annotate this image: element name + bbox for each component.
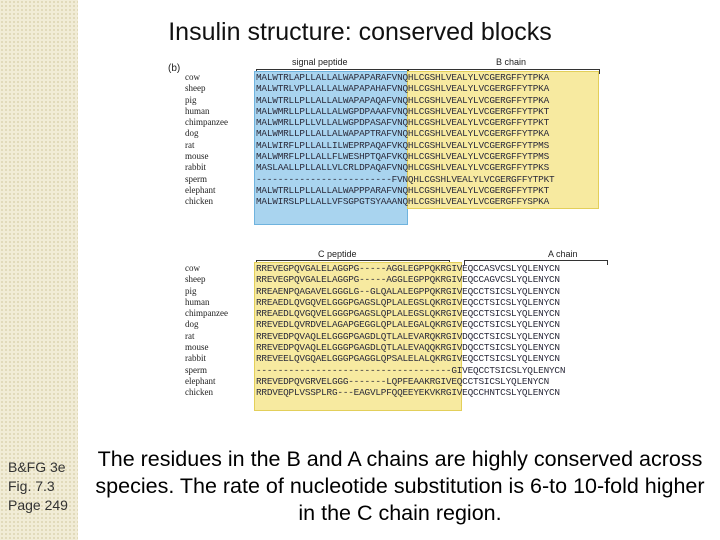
species-name: elephant	[185, 184, 216, 195]
sequence-row: MALWTRLLPLLALLALWAPPPARAFVNQHLCGSHLVEALYLVCGERGFFYTPKT	[256, 184, 549, 196]
sequence-row: RREVEGPQVGALELAGGPG-----AGGLEGPPQKRGIVEQCCASVCSLYQLENYCN	[256, 263, 560, 274]
sequence-row: RRDVEQPLVSSPLRG---EAGVLPFQQEEYEKVKRGIVEQCCHNTCSLYQLENYCN	[256, 387, 560, 399]
sequence-row: MASLAALLPLLALLVLCRLDPAQAFVNQHLCGSHLVEALYLVCGERGFFYTPKS	[256, 162, 549, 174]
sequence-row: MALWIRSLPLLALLVFSGPGTSYAAANQHLCGSHLVEALYLVCGERGFFYSPKA	[256, 196, 549, 208]
sequence-row: MALWTRLLPLLALLALWAPAPAQAFVNQHLCGSHLVEALYLVCGERGFFYTPKA	[256, 94, 549, 106]
b-chain-label: B chain	[496, 57, 527, 67]
species-name: human	[185, 105, 210, 116]
species-name: cow	[185, 263, 200, 273]
species-list-bottom	[185, 263, 228, 399]
sequence-row: RREVEDPQVAQLELGGGPGAGDLQTLALEVARQKRGIVDQCCTSICSLYQLENYCN	[256, 330, 560, 342]
species-name: pig	[185, 285, 197, 296]
sequence-row: MALWMRLLPLLALLALWGPDPAAAFVNQHLCGSHLVEALYLVCGERGFFYTPKT	[256, 105, 549, 117]
species-name: sperm	[185, 173, 207, 184]
sequence-row: MALWTRLAPLLALLALWAPAPARAFVNQHLCGSHLVEALYLVCGERGFFYTPKA	[256, 72, 549, 83]
sequence-row: RREVEDPQVAQLELGGGPGAGDLQTLALEVAQQKRGIVDQCCTSICSLYQLENYCN	[256, 342, 560, 354]
species-name: cow	[185, 72, 200, 82]
slide-title: Insulin structure: conserved blocks	[168, 18, 552, 46]
sequence-row: RREVEELQVGQAELGGGPGAGGLQPSALELALQKRGIVEQCCTSICSLYQLENYCN	[256, 353, 560, 365]
slide-caption: The residues in the B and A chains are highly conserved across species. The rate of nucleotide substitution is 6-to 10-fold higher in the C chain region.	[95, 447, 705, 525]
source-line: Fig. 7.3	[8, 478, 55, 494]
species-name: mouse	[185, 342, 209, 353]
species-name: rabbit	[185, 162, 206, 173]
species-name: chimpanzee	[185, 308, 228, 319]
a-chain-label: A chain	[548, 249, 578, 259]
c-peptide-label: C peptide	[318, 249, 357, 259]
signal-peptide-label: signal peptide	[292, 57, 348, 67]
species-name: rat	[185, 330, 195, 341]
species-name: elephant	[185, 375, 216, 386]
source-reference	[8, 458, 68, 515]
sequence-row: -------------------------FVNQHLCGSHLVEALYLVCGERGFFYTPKT	[256, 173, 555, 185]
species-name: human	[185, 296, 210, 307]
species-name: sheep	[185, 83, 206, 94]
species-name: rat	[185, 139, 195, 150]
species-name: dog	[185, 128, 199, 139]
source-line: B&FG 3e	[8, 459, 66, 475]
sequence-row: MALWMRLLPLLVLLALWGPDPASAFVNQHLCGSHLVEALYLVCGERGFFYTPKT	[256, 117, 549, 129]
sequence-row: RREVEGPQVGALELAGGPG-----AGGLEGPPQKRGIVEQCCAGVCSLYQLENYCN	[256, 274, 560, 286]
species-name: pig	[185, 94, 197, 105]
sequence-row: MALWIRFLPLLALLILWEPRPAQAFVKQHLCGSHLVEALYLVCGERGFFYTPMS	[256, 139, 549, 151]
species-name: mouse	[185, 151, 209, 162]
species-name: chimpanzee	[185, 117, 228, 128]
species-list-top	[185, 72, 228, 208]
species-name: dog	[185, 319, 199, 330]
source-line: Page 249	[8, 497, 68, 513]
panel-label: (b)	[168, 63, 181, 74]
alignment-figure	[168, 55, 618, 415]
sequence-row: MALWTRLVPLLALLALWAPAPAHAFVNQHLCGSHLVEALYLVCGERGFFYTPKA	[256, 83, 549, 95]
sequence-row: MALWMRLLPLLALLALWAPAPTRAFVNQHLCGSHLVEALYLVCGERGFFYTPKA	[256, 128, 549, 140]
sequence-row: ------------------------------------GIVEQCCTSICSLYQLENYCN	[256, 364, 566, 376]
sequence-row: RREAEDLQVGQVELGGGPGAGSLQPLALEGSLQKRGIVEQCCTSICSLYQLENYCN	[256, 308, 560, 320]
sequence-row: RREAENPQAGAVELGGGLG--GLQALALEGPPQKRGIVEQCCTSICSLYQLENYCN	[256, 285, 560, 297]
sequence-row: MALWMRFLPLLALLFLWESHPTQAFVKQHLCGSHLVEALYLVCGERGFFYTPMS	[256, 151, 549, 163]
species-name: chicken	[185, 196, 213, 207]
species-name: chicken	[185, 387, 213, 398]
sequence-alignment-bottom	[256, 263, 565, 399]
species-name: rabbit	[185, 353, 206, 364]
sequence-alignment-top	[256, 72, 554, 208]
sequence-row: RREVEDPQVGRVELGGG-------LQPFEAAKRGIVEQCCTSICSLYQLENYCN	[256, 375, 549, 387]
species-name: sperm	[185, 364, 207, 375]
sequence-row: RREAEDLQVGQVELGGGPGAGSLQPLALEGSLQKRGIVEQCCTSICSLYQLENYCN	[256, 296, 560, 308]
sequence-row: RREVEDLQVRDVELAGAPGEGGLQPLALEGALQKRGIVEQCCTSICSLYQLENYCN	[256, 319, 560, 331]
species-name: sheep	[185, 274, 206, 285]
